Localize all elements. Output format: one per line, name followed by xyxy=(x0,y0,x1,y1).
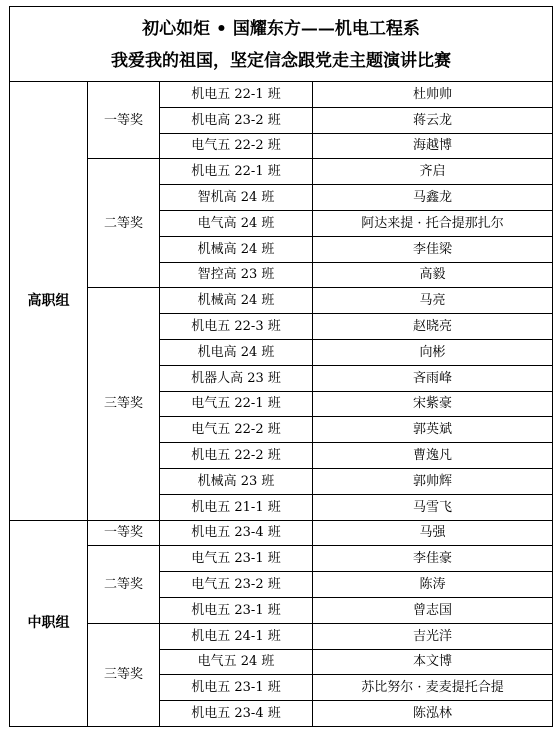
class-cell: 电气高 24 班 xyxy=(160,210,313,236)
student-name-cell: 本文博 xyxy=(313,649,553,675)
class-cell: 机电五 22-1 班 xyxy=(160,82,313,108)
class-cell: 机械高 24 班 xyxy=(160,236,313,262)
table-row xyxy=(10,159,553,185)
class-cell: 智机高 24 班 xyxy=(160,185,313,211)
table-row xyxy=(10,546,553,572)
class-cell: 电气五 23-2 班 xyxy=(160,572,313,598)
student-name-cell: 李佳梁 xyxy=(313,236,553,262)
student-name-cell: 齐启 xyxy=(313,159,553,185)
student-name-cell: 马强 xyxy=(313,520,553,546)
award-table xyxy=(9,6,553,727)
student-name-cell: 苏比努尔 · 麦麦提托合提 xyxy=(313,675,553,701)
class-cell: 智控高 23 班 xyxy=(160,262,313,288)
group-label: 中职组 xyxy=(10,520,88,726)
title-line-1: 初心如炬 • 国耀东方——机电工程系 xyxy=(142,19,420,39)
student-name-cell: 蒋云龙 xyxy=(313,107,553,133)
prize-label: 二等奖 xyxy=(88,159,160,288)
prize-label: 三等奖 xyxy=(88,288,160,520)
class-cell: 电气五 22-2 班 xyxy=(160,417,313,443)
class-cell: 机电五 22-2 班 xyxy=(160,443,313,469)
student-name-cell: 马亮 xyxy=(313,288,553,314)
student-name-cell: 郭英斌 xyxy=(313,417,553,443)
class-cell: 电气五 22-1 班 xyxy=(160,391,313,417)
table-row xyxy=(10,288,553,314)
student-name-cell: 陈泓林 xyxy=(313,701,553,727)
class-cell: 机电五 21-1 班 xyxy=(160,494,313,520)
class-cell: 机电五 23-4 班 xyxy=(160,701,313,727)
student-name-cell: 杜帅帅 xyxy=(313,82,553,108)
class-cell: 机电高 23-2 班 xyxy=(160,107,313,133)
class-cell: 机械高 23 班 xyxy=(160,468,313,494)
class-cell: 机电五 23-1 班 xyxy=(160,675,313,701)
title-line-2: 我爱我的祖国，坚定信念跟党走主题演讲比赛 xyxy=(111,51,451,71)
prize-label: 二等奖 xyxy=(88,546,160,623)
table-row xyxy=(10,82,553,108)
student-name-cell: 李佳豪 xyxy=(313,546,553,572)
class-cell: 机电五 24-1 班 xyxy=(160,623,313,649)
prize-label: 三等奖 xyxy=(88,623,160,726)
student-name-cell: 郭帅辉 xyxy=(313,468,553,494)
student-name-cell: 高毅 xyxy=(313,262,553,288)
class-cell: 机电五 22-1 班 xyxy=(160,159,313,185)
class-cell: 电气五 22-2 班 xyxy=(160,133,313,159)
table-title xyxy=(10,7,553,82)
class-cell: 机器人高 23 班 xyxy=(160,365,313,391)
table-row xyxy=(10,623,553,649)
prize-label: 一等奖 xyxy=(88,520,160,546)
student-name-cell: 海越博 xyxy=(313,133,553,159)
group-label: 高职组 xyxy=(10,82,88,521)
student-name-cell: 吉光洋 xyxy=(313,623,553,649)
class-cell: 电气五 23-1 班 xyxy=(160,546,313,572)
class-cell: 电气五 24 班 xyxy=(160,649,313,675)
student-name-cell: 马雪飞 xyxy=(313,494,553,520)
class-cell: 机械高 24 班 xyxy=(160,288,313,314)
student-name-cell: 阿达来提 · 托合提那扎尔 xyxy=(313,210,553,236)
student-name-cell: 赵晓亮 xyxy=(313,314,553,340)
student-name-cell: 马鑫龙 xyxy=(313,185,553,211)
student-name-cell: 向彬 xyxy=(313,339,553,365)
table-row xyxy=(10,520,553,546)
student-name-cell: 陈涛 xyxy=(313,572,553,598)
student-name-cell: 曾志国 xyxy=(313,597,553,623)
class-cell: 机电高 24 班 xyxy=(160,339,313,365)
student-name-cell: 曹逸凡 xyxy=(313,443,553,469)
class-cell: 机电五 22-3 班 xyxy=(160,314,313,340)
prize-label: 一等奖 xyxy=(88,82,160,159)
student-name-cell: 宋紫豪 xyxy=(313,391,553,417)
award-sheet xyxy=(9,6,552,727)
class-cell: 机电五 23-1 班 xyxy=(160,597,313,623)
class-cell: 机电五 23-4 班 xyxy=(160,520,313,546)
student-name-cell: 吝雨峰 xyxy=(313,365,553,391)
